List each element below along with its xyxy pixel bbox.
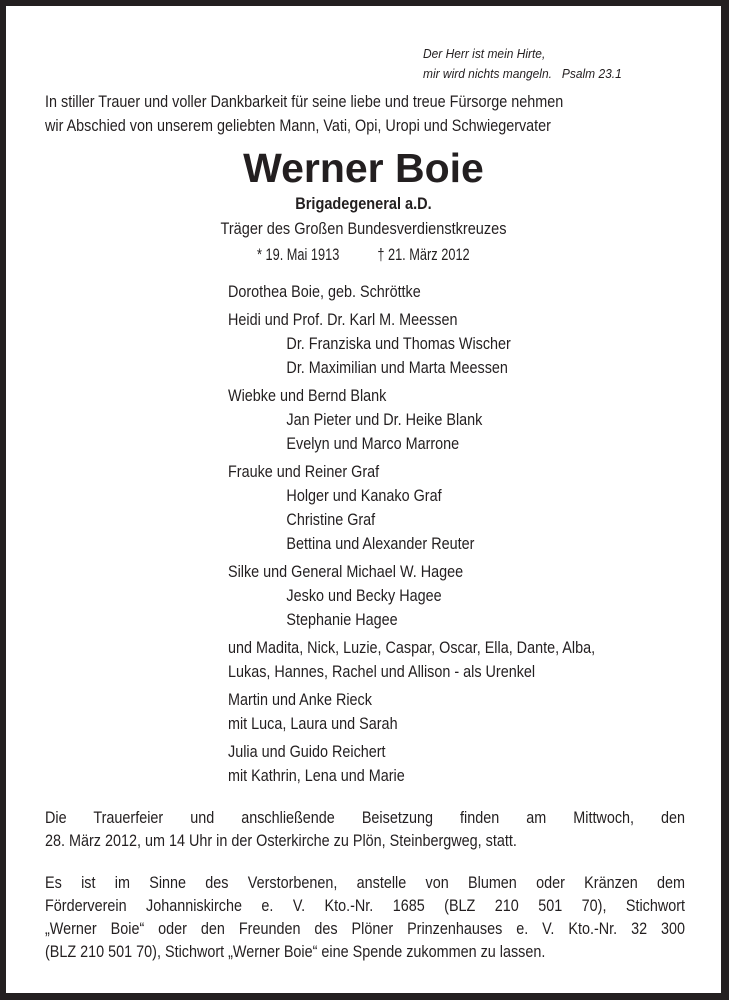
service-line: 28. März 2012, um 14 Uhr in der Osterkirche zu Plön, Steinbergweg, statt. (45, 832, 517, 850)
family-member: Martin und Anke Rieck (228, 691, 372, 709)
family-member: Julia und Guido Reichert (228, 743, 386, 761)
family-member-sub: Stephanie Hagee (286, 611, 398, 629)
death-date: † 21. März 2012 (377, 246, 470, 264)
family-member: mit Kathrin, Lena und Marie (228, 767, 405, 785)
family-member-sub: Dr. Maximilian und Marta Meessen (286, 359, 508, 377)
family-member-sub: Dr. Franziska und Thomas Wischer (286, 335, 511, 353)
family-member-sub: Bettina und Alexander Reuter (286, 535, 475, 553)
deceased-award (6, 218, 721, 240)
family-member: Frauke und Reiner Graf (228, 463, 380, 481)
family-member: Silke und General Michael W. Hagee (228, 563, 464, 581)
family-group (228, 740, 595, 788)
rank-text: Brigadegeneral a.D. (295, 195, 432, 213)
family-member-sub: Holger und Kanako Graf (286, 487, 442, 505)
family-group (228, 384, 595, 456)
life-dates (6, 244, 721, 266)
obituary-notice (6, 6, 721, 993)
award-text: Träger des Großen Bundesverdienstkreuzes (220, 220, 507, 238)
intro-text (45, 90, 563, 138)
family-member-sub: Christine Graf (286, 511, 376, 529)
family-group (228, 308, 595, 380)
family-member: Dorothea Boie, geb. Schröttke (228, 283, 421, 301)
donation-line: „Werner Boie“ oder den Freunden des Plöner Prinzenhauses e. V. Kto.-Nr. 32 300 (45, 920, 686, 938)
family-group (228, 688, 595, 736)
family-list (228, 280, 595, 792)
family-group (228, 636, 595, 684)
family-member: Lukas, Hannes, Rachel und Allison - als Urenkel (228, 663, 536, 681)
donation-line: Es ist im Sinne des Verstorbenen, anstelle von Blumen oder Kränzen dem (45, 874, 686, 892)
family-group (228, 460, 595, 556)
intro-line: In stiller Trauer und voller Dankbarkeit für seine liebe und treue Fürsorge nehmen (45, 93, 564, 111)
intro-line: wir Abschied von unserem geliebten Mann, Vati, Opi, Uropi und Schwiegervater (45, 117, 551, 135)
life-dates-inner (251, 244, 476, 266)
service-line: Die Trauerfeier und anschließende Beisetzung finden am Mittwoch, den (45, 809, 686, 827)
donation-line: (BLZ 210 501 70), Stichwort „Werner Boie“ eine Spende zukommen zu lassen. (45, 943, 546, 961)
deceased-rank (6, 193, 721, 215)
family-member-sub: Evelyn und Marco Marrone (286, 435, 460, 453)
psalm-line: mir wird nichts mangeln. Psalm 23.1 (423, 66, 622, 81)
donation-paragraph (45, 872, 685, 964)
family-member: mit Luca, Laura und Sarah (228, 715, 398, 733)
service-paragraph (45, 807, 685, 853)
birth-date: * 19. Mai 1913 (256, 246, 340, 264)
psalm-quote (423, 44, 622, 84)
family-member: Wiebke und Bernd Blank (228, 387, 387, 405)
family-member-sub: Jan Pieter und Dr. Heike Blank (286, 411, 483, 429)
family-member-sub: Jesko und Becky Hagee (286, 587, 442, 605)
family-member: und Madita, Nick, Luzie, Caspar, Oscar, Ella, Dante, Alba, (228, 639, 596, 657)
donation-line: Förderverein Johanniskirche e. V. Kto.-Nr. 1685 (BLZ 210 501 70), Stichwort (45, 897, 686, 915)
family-member: Heidi und Prof. Dr. Karl M. Meessen (228, 311, 458, 329)
deceased-name: Werner Boie (243, 145, 484, 191)
family-group (228, 560, 595, 632)
psalm-line: Der Herr ist mein Hirte, (423, 46, 546, 61)
family-group (228, 280, 595, 304)
